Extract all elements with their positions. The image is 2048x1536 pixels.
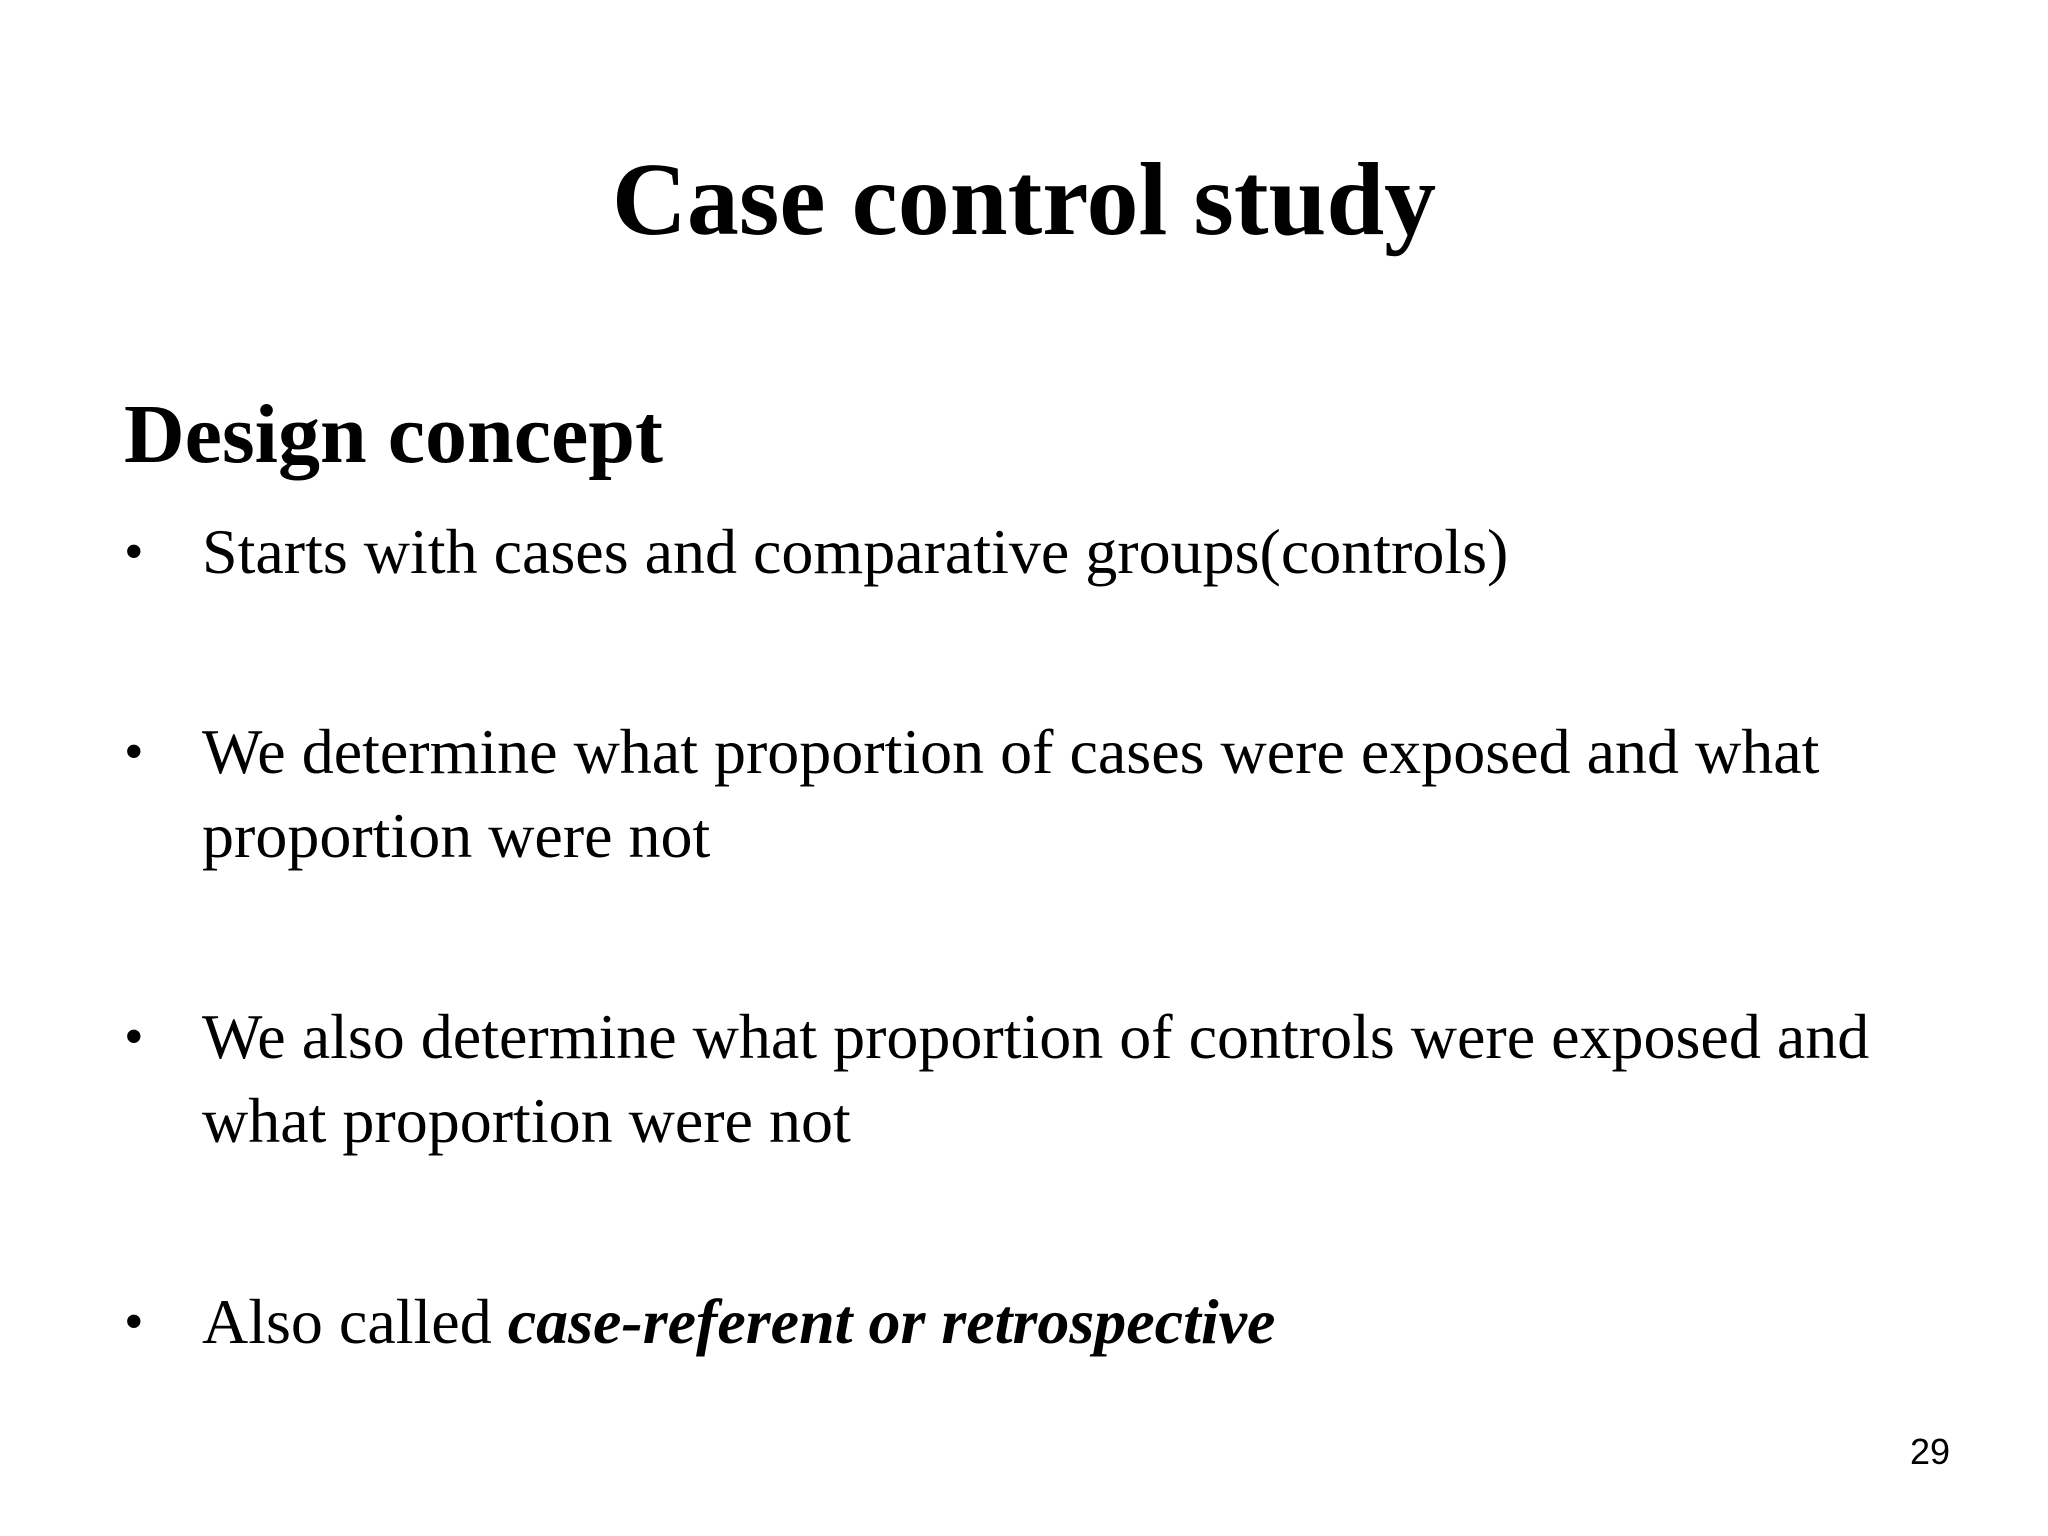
bullet-text-emphasis: case-referent or retrospective xyxy=(507,1286,1276,1357)
bullet-icon: • xyxy=(124,1006,144,1068)
bullet-text: We also determine what proportion of controls were exposed and what proportion were not xyxy=(202,1001,1870,1156)
bullet-text xyxy=(202,1280,1942,1364)
bullet-text-prefix: Also called xyxy=(202,1286,508,1357)
slide-subtitle: Design concept xyxy=(124,388,663,481)
bullet-text: We determine what proportion of cases were exposed and what proportion were not xyxy=(202,716,1820,871)
bullet-icon: • xyxy=(124,521,144,583)
slide-title: Case control study xyxy=(611,142,1437,257)
bullet-text: Starts with cases and comparative groups(controls) xyxy=(202,516,1509,587)
bullet-icon: • xyxy=(124,721,144,783)
page-number: 29 xyxy=(1909,1431,1950,1472)
bullet-icon: • xyxy=(124,1291,144,1353)
